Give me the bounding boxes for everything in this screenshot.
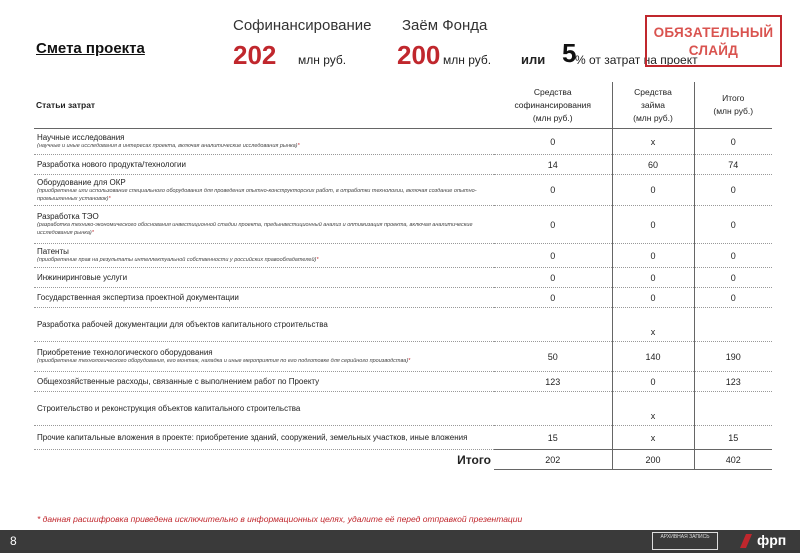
row-label-cell [34, 392, 494, 426]
cell-cofin: 0 [494, 129, 612, 155]
loan-label: Заём Фонда [402, 17, 488, 34]
row-label-cell [34, 129, 494, 155]
col-header-cofinancing [494, 82, 612, 129]
row-label-cell [34, 206, 494, 244]
cell-cofin [494, 392, 612, 426]
row-name: Разработка рабочей документации для объектов капитального строительства [37, 320, 328, 329]
row-name: Прочие капитальные вложения в проекте: приобретение зданий, сооружений, земельных участков, иные вложения [37, 433, 468, 442]
cell-cofin: 0 [494, 288, 612, 308]
total-cofin: 202 [494, 450, 612, 470]
row-label-cell [34, 308, 494, 342]
table-row [34, 342, 772, 372]
footnote-star: * [316, 257, 319, 263]
loan-unit: млн руб. [443, 53, 492, 67]
row-label-cell [34, 288, 494, 308]
cofinancing-label: Софинансирование [233, 17, 372, 34]
row-label-cell [34, 175, 494, 206]
col4-line: Итого [722, 93, 745, 103]
total-loan: 200 [612, 450, 694, 470]
total-row [34, 450, 772, 470]
col4-line: (млн руб.) [713, 106, 754, 116]
col2-line: Средства [533, 86, 572, 97]
table-row [34, 244, 772, 268]
col-header-loan [612, 82, 694, 129]
row-label-cell [34, 372, 494, 392]
footnote: * данная расшифровка приведена исключительно в информационных целях, удалите её перед отправкой презентации [37, 514, 523, 524]
total-label: Итого [457, 452, 491, 467]
cell-total [694, 308, 772, 342]
cofinancing-value: 202 [233, 40, 277, 70]
frp-logo-icon [737, 533, 755, 549]
col-header-total [694, 82, 772, 129]
cell-cofin: 123 [494, 372, 612, 392]
table-row [34, 308, 772, 342]
row-description [37, 357, 491, 365]
row-description [37, 142, 491, 150]
cell-total: 0 [694, 268, 772, 288]
row-description [37, 187, 491, 203]
cell-cofin: 0 [494, 244, 612, 268]
col2-line: софинансирования [514, 99, 592, 110]
row-sub-text: (приобретение или использование специального оборудования для проведения опытно-конструкторских работ, в отработки технологии, включая создание опытно-промышленных установок) [37, 187, 477, 202]
row-name: Приобретение технологического оборудования [37, 348, 213, 357]
table-row [34, 392, 772, 426]
table-header-row [34, 82, 772, 129]
cell-total: 0 [694, 129, 772, 155]
row-label-cell [34, 268, 494, 288]
cell-total: 0 [694, 206, 772, 244]
row-sub-text: (научные и иные исследования в интересах проекта, включая аналитические исследования рынка) [37, 143, 298, 149]
cell-total: 123 [694, 372, 772, 392]
cell-total: 15 [694, 426, 772, 450]
cell-loan: х [612, 426, 694, 450]
col-header-items: Статьи затрат [34, 82, 494, 129]
row-sub-text: (приобретение прав на результаты интеллектуальной собственности у российских правообладателей) [37, 257, 317, 263]
cell-loan: 0 [612, 206, 694, 244]
cell-cofin [494, 308, 612, 342]
cell-cofin: 15 [494, 426, 612, 450]
row-label-cell [34, 244, 494, 268]
table-row [34, 268, 772, 288]
cell-total: 190 [694, 342, 772, 372]
mandatory-slide-stamp [645, 15, 782, 67]
row-label-cell [34, 426, 494, 450]
table-row [34, 426, 772, 450]
row-sub-text: (разработка технико-экономического обоснования инвестиционной стадии проекта, предынвестиционный анализ и оптимизация проекта, включая аналитические исследования рынка) [37, 222, 473, 236]
page-title: Смета проекта [36, 40, 145, 57]
cell-loan: х [612, 129, 694, 155]
row-name: Разработка ТЭО [37, 212, 99, 221]
cell-total: 0 [694, 244, 772, 268]
row-name: Строительство и реконструкция объектов капитального строительства [37, 404, 301, 413]
row-name: Общехозяйственные расходы, связанные с выполнением работ по Проекту [37, 377, 320, 386]
percent-value: 5 [562, 38, 577, 68]
footnote-star: * [408, 358, 411, 364]
col3-line: Средства [634, 86, 672, 97]
row-label-cell [34, 342, 494, 372]
cofinancing-unit: млн руб. [298, 53, 347, 67]
row-description [37, 256, 491, 264]
row-name: Патенты [37, 247, 69, 256]
cell-loan: 0 [612, 175, 694, 206]
cell-loan: х [612, 308, 694, 342]
table-row [34, 129, 772, 155]
col3-line: (млн руб.) [633, 112, 673, 123]
stamp-line-1: ОБЯЗАТЕЛЬНЫЙ [653, 25, 774, 40]
cell-total: 0 [694, 288, 772, 308]
cell-cofin: 50 [494, 342, 612, 372]
cell-loan: 0 [612, 372, 694, 392]
or-label: или [521, 52, 546, 67]
cell-cofin: 0 [494, 206, 612, 244]
cell-cofin: 14 [494, 155, 612, 175]
cell-total: 0 [694, 175, 772, 206]
footnote-star: * [297, 143, 300, 149]
footnote-star: * [108, 195, 111, 202]
row-name: Научные исследования [37, 133, 125, 142]
cell-total: 74 [694, 155, 772, 175]
cell-cofin: 0 [494, 175, 612, 206]
row-label-cell [34, 155, 494, 175]
table-row [34, 288, 772, 308]
stamp-line-2: СЛАЙД [688, 43, 739, 58]
table-row [34, 372, 772, 392]
budget-table [34, 82, 772, 470]
col2-line: (млн руб.) [532, 112, 573, 123]
cell-loan: 0 [612, 244, 694, 268]
row-name: Государственная экспертиза проектной документации [37, 293, 239, 302]
footnote-star: * [91, 230, 94, 236]
row-name: Инжиниринговые услуги [37, 273, 128, 282]
total-total: 402 [694, 450, 772, 470]
row-name: Оборудование для ОКР [37, 177, 126, 187]
cell-total [694, 392, 772, 426]
cell-loan: 0 [612, 288, 694, 308]
table-row [34, 175, 772, 206]
table-row [34, 206, 772, 244]
cell-loan: 0 [612, 268, 694, 288]
cell-loan: х [612, 392, 694, 426]
row-sub-text: (приобретение технологического оборудования, его монтаж, наладка и иные мероприятия по его подготовке для серийного производства) [37, 358, 409, 364]
loan-value: 200 [397, 40, 441, 70]
col3-line: займа [641, 99, 665, 110]
table-row [34, 155, 772, 175]
cell-cofin: 0 [494, 268, 612, 288]
brand-name: фрп [757, 532, 787, 548]
page-number: 8 [10, 534, 17, 548]
percent-text: % от затрат на проект [575, 53, 698, 67]
cell-loan: 140 [612, 342, 694, 372]
footer-stamp: АРХИВНАЯ ЗАПИСЬ [652, 532, 718, 550]
cell-loan: 60 [612, 155, 694, 175]
row-name: Разработка нового продукта/технологии [37, 160, 186, 169]
row-description [37, 221, 491, 237]
